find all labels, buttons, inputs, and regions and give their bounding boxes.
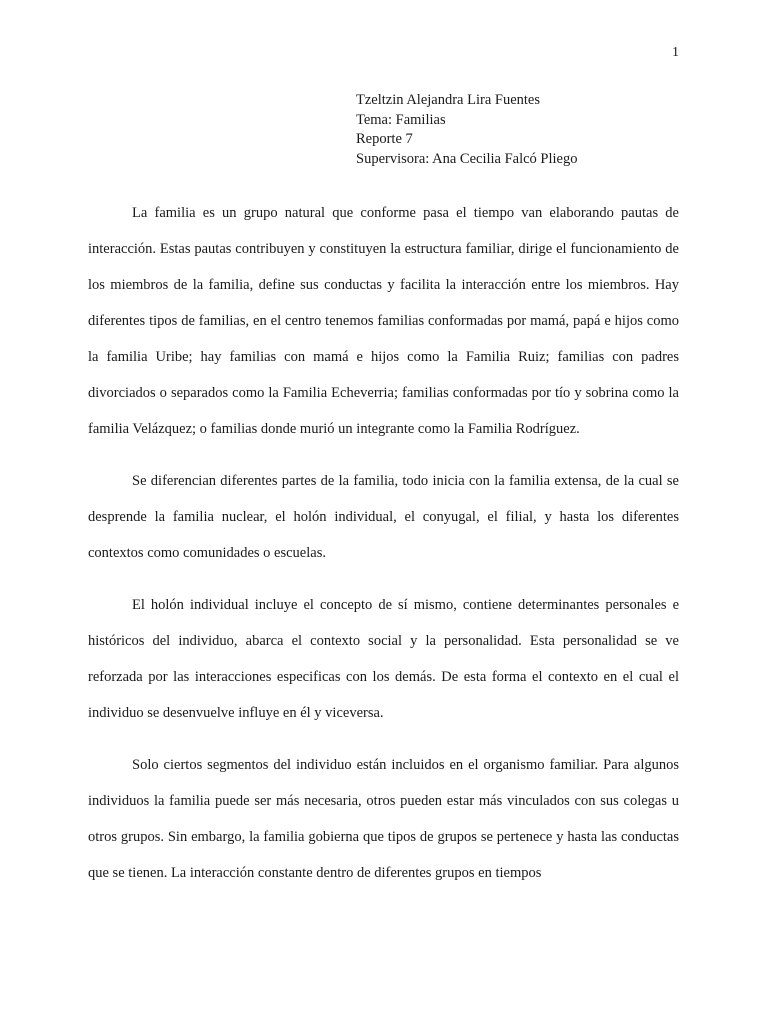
paragraph-family-parts: Se diferencian diferentes partes de la familia, todo inicia con la familia extensa, de la cual se desprende la familia nuclear, el holón individual, el conyugal, el filial, y hasta los diferentes contextos como comunidades o escuelas. [88, 473, 679, 561]
document-body [88, 195, 679, 891]
paragraph-individual-segments: Solo ciertos segmentos del individuo están incluidos en el organismo familiar. Para algunos individuos la familia puede ser más necesaria, otros pueden estar más vinculados con sus colegas u otros grupos. Sin embargo, la familia gobierna que tipos de grupos se pertenece y hasta las conductas que se tienen. La interacción constante dentro de diferentes grupos en tiempos [88, 757, 679, 881]
topic-line: Tema: Familias [356, 111, 446, 128]
paragraph-individual-holon: El holón individual incluye el concepto de sí mismo, contiene determinantes personales e históricos del individuo, abarca el contexto social y la personalidad. Esta personalidad se ve reforzada por las interacciones especificas con los demás. De esta forma el contexto en el cual el individuo se desenvuelve influye en él y viceversa. [88, 597, 679, 721]
document-header [356, 91, 578, 169]
paragraph-family-definition: La familia es un grupo natural que conforme pasa el tiempo van elaborando pautas de interacción. Estas pautas contribuyen y constituyen la estructura familiar, dirige el funcionamiento de los miembros de la familia, define sus conductas y facilita la interacción entre los miembros. Hay diferentes tipos de familias, en el centro tenemos familias conformadas por mamá, papá e hijos como la familia Uribe; hay familias con mamá e hijos como la Familia Ruiz; familias con padres divorciados o separados como la Familia Echeverria; familias conformadas por tío y sobrina como la familia Velázquez; o familias donde murió un integrante como la Familia Rodríguez. [88, 205, 679, 437]
report-number: Reporte 7 [356, 131, 413, 147]
author-name: Tzeltzin Alejandra Lira Fuentes [356, 92, 540, 108]
page-number: 1 [672, 45, 679, 60]
supervisor-line: Supervisora: Ana Cecilia Falcó Pliego [356, 150, 578, 167]
